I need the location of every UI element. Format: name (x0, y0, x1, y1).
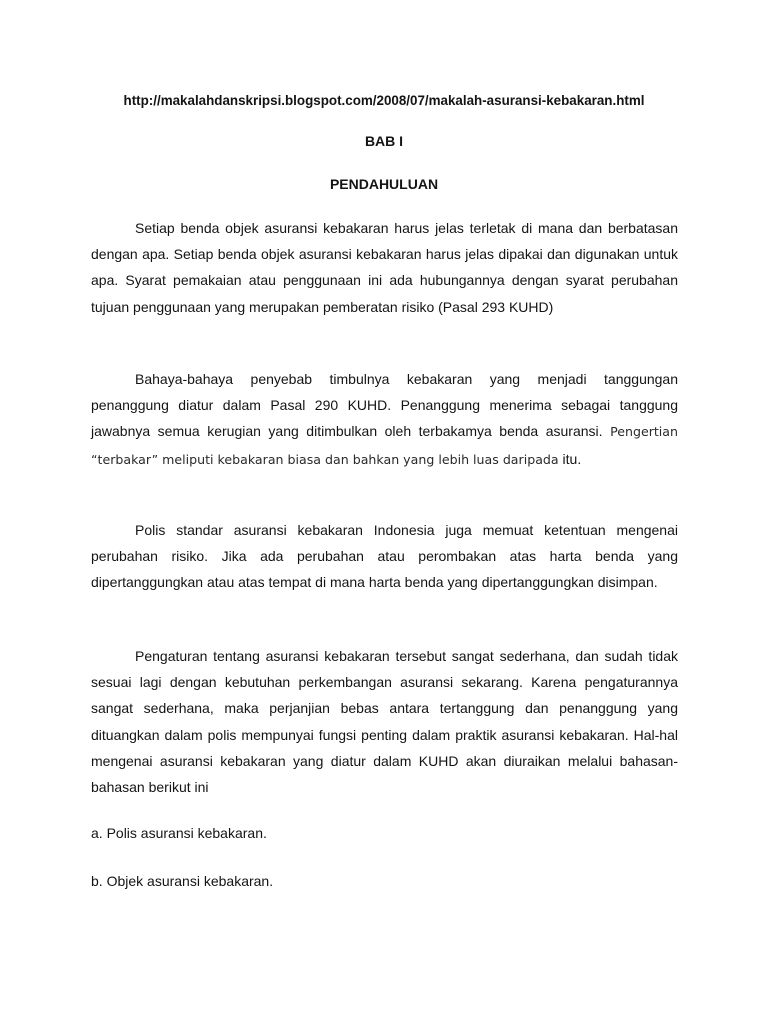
paragraph-2-alt-font-text: Pengertian “terbakar” meliputi kebakaran biasa dan bahkan yang lebih luas daripada (91, 424, 679, 467)
paragraph-4: Pengaturan tentang asuransi kebakaran tersebut sangat sederhana, dan sudah tidak sesuai lagi dengan kebutuhan perkembangan asuransi sekarang. Karena pengaturannya sangat sederhana, maka perjanjian bebas antara tertanggung dan penanggung yang dituangkan dalam polis mempunyai fungsi penting dalam praktik asuransi kebakaran. Hal-hal mengenai asuransi kebakaran yang diatur dalam KUHD akan diuraikan melalui bahasan-bahasan berikut ini (91, 648, 678, 796)
section-title: PENDAHULUAN (329, 176, 439, 192)
paragraph-2-tail: itu. (562, 450, 582, 467)
source-url: http://makalahdanskripsi.blogspot.com/2008/07/makalah-asuransi-kebakaran.html (123, 93, 645, 108)
paragraph-3: Polis standar asuransi kebakaran Indonesia juga memuat ketentuan mengenai perubahan risiko. Jika ada perubahan atau perombakan atas harta benda yang dipertanggungkan atau atas tempat di mana harta benda yang dipertanggungkan disimpan. (91, 522, 678, 591)
paragraph-2-main: Bahaya-bahaya penyebab timbulnya kebakaran yang menjadi tanggungan penanggung diatur dalam Pasal 290 KUHD. Penanggung menerima sebagai tanggung jawabnya semua kerugian yang ditimbulkan oleh terbakamya benda asuransi. (91, 371, 678, 440)
list-item: b. Objek asuransi kebakaran. (91, 873, 274, 889)
paragraph-2 (91, 366, 678, 473)
chapter-heading: BAB I (364, 133, 404, 149)
paragraph-1: Setiap benda objek asuransi kebakaran harus jelas terletak di mana dan berbatasan dengan apa. Setiap benda objek asuransi kebakaran harus jelas dipakai dan digunakan untuk apa. Syarat pemakaian atau penggunaan ini ada hubungannya dengan syarat perubahan tujuan penggunaan yang merupakan pemberatan risiko (Pasal 293 KUHD) (91, 220, 678, 315)
list-item: a. Polis asuransi kebakaran. (91, 825, 267, 841)
